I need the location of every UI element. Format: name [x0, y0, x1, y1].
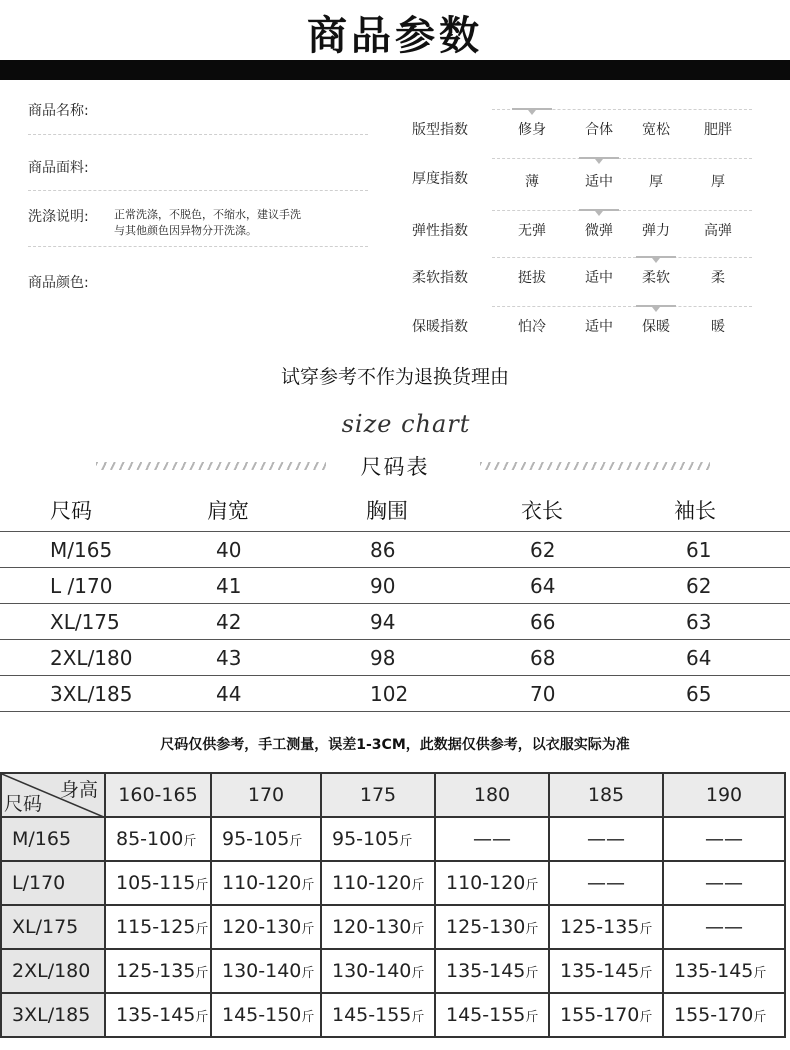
wash-text-line: 正常洗涤，不脱色，不缩水，建议手洗: [114, 208, 301, 221]
height-header: 185: [549, 773, 663, 817]
weight-unit: 斤: [411, 966, 425, 981]
weight-cell: 135-145斤: [549, 949, 663, 993]
index-option: 修身: [518, 122, 546, 138]
table-row: [1, 993, 785, 1037]
size-label: 3XL/185: [50, 682, 133, 706]
divider: [28, 246, 368, 247]
size-label: L /170: [50, 574, 113, 598]
index-option: 适中: [585, 174, 613, 190]
weight-cell: 85-100斤: [105, 817, 211, 861]
weight-unit: 斤: [639, 966, 653, 981]
weight-unit: 斤: [525, 1010, 539, 1025]
weight-unit: 斤: [753, 1010, 767, 1025]
weight-unit: 斤: [399, 834, 413, 849]
weight-cell: 95-105斤: [321, 817, 435, 861]
size-table-rule: [0, 531, 790, 532]
size-table-cell: 40: [216, 538, 242, 562]
wash-text-line: 与其他颜色因异物分开洗涤。: [114, 224, 257, 237]
size-table-cell: 90: [370, 574, 396, 598]
size-chart-heading-cn: 尺码表: [360, 455, 430, 479]
weight-unit: 斤: [301, 1010, 315, 1025]
index-scale-line: [492, 257, 752, 258]
height-header: 180: [435, 773, 549, 817]
size-table-cell: 63: [686, 610, 712, 634]
divider: [28, 190, 368, 191]
weight-cell: 155-170斤: [663, 993, 785, 1037]
weight-unit: 斤: [195, 878, 209, 893]
weight-unit: 斤: [289, 834, 303, 849]
index-option: 保暖: [642, 319, 670, 335]
size-table-header: 袖长: [674, 499, 716, 523]
weight-unit: 斤: [753, 966, 767, 981]
weight-cell: 145-155斤: [435, 993, 549, 1037]
weight-cell: 145-150斤: [211, 993, 321, 1037]
size-table-cell: 94: [370, 610, 396, 634]
weight-cell: 125-135斤: [549, 905, 663, 949]
index-scale-line: [492, 210, 752, 211]
size-table-cell: 70: [530, 682, 556, 706]
size-table-cell: 61: [686, 538, 712, 562]
product-name-label: 商品名称:: [28, 103, 89, 119]
size-table-cell: 44: [216, 682, 242, 706]
weight-cell: 105-115斤: [105, 861, 211, 905]
corner-size-label: 尺码: [4, 793, 43, 815]
size-table-header: 衣长: [521, 499, 563, 523]
index-selected-marker: [636, 305, 676, 307]
weight-cell: ——: [663, 817, 785, 861]
weight-cell: 95-105斤: [211, 817, 321, 861]
size-table-header: 胸围: [366, 499, 408, 523]
size-label: 2XL/180: [50, 646, 133, 670]
height-header: 175: [321, 773, 435, 817]
product-fabric-label: 商品面料:: [28, 160, 89, 176]
measurement-note: 尺码仅供参考，手工测量，误差1-3CM，此数据仅供参考，以衣服实际为准: [160, 737, 630, 753]
weight-unit: 斤: [301, 966, 315, 981]
index-option: 厚: [711, 174, 725, 190]
weight-unit: 斤: [195, 966, 209, 981]
weight-unit: 斤: [525, 878, 539, 893]
index-label: 柔软指数: [412, 270, 468, 286]
page-title: 商品参数: [307, 13, 483, 59]
index-selected-marker: [579, 209, 619, 211]
weight-cell: ——: [549, 817, 663, 861]
weight-unit: 斤: [301, 878, 315, 893]
size-table-rule: [0, 603, 790, 604]
index-option: 厚: [649, 174, 663, 190]
table-corner-cell: [1, 773, 105, 817]
weight-cell: 125-135斤: [105, 949, 211, 993]
index-option: 适中: [585, 319, 613, 335]
index-option: 弹力: [642, 223, 670, 239]
index-option: 微弹: [585, 223, 613, 239]
weight-cell: ——: [435, 817, 549, 861]
index-option: 肥胖: [704, 122, 732, 138]
weight-unit: 斤: [195, 922, 209, 937]
table-row: [1, 905, 785, 949]
index-option: 柔: [711, 270, 725, 286]
weight-unit: 斤: [411, 1010, 425, 1025]
size-table-cell: 102: [370, 682, 409, 706]
size-table-cell: 86: [370, 538, 396, 562]
table-row: [1, 949, 785, 993]
index-option: 合体: [585, 122, 613, 138]
weight-cell: 135-145斤: [663, 949, 785, 993]
header-divider-bar: [0, 60, 790, 80]
weight-unit: 斤: [195, 1010, 209, 1025]
index-label: 保暖指数: [412, 319, 468, 335]
weight-cell: 110-120斤: [435, 861, 549, 905]
weight-cell: 120-130斤: [211, 905, 321, 949]
index-option: 暖: [711, 319, 725, 335]
size-table-header: 肩宽: [207, 499, 249, 523]
index-label: 弹性指数: [412, 223, 468, 239]
product-color-label: 商品颜色:: [28, 275, 89, 291]
index-option: 薄: [525, 174, 539, 190]
size-table-header: 尺码: [50, 499, 92, 523]
wash-instructions-label: 洗涤说明:: [28, 209, 89, 225]
size-table-cell: 62: [686, 574, 712, 598]
size-table-cell: 41: [216, 574, 242, 598]
size-label: M/165: [1, 817, 105, 861]
weight-cell: 110-120斤: [211, 861, 321, 905]
index-selected-marker: [512, 108, 552, 110]
height-header: 170: [211, 773, 321, 817]
weight-unit: 斤: [639, 922, 653, 937]
weight-cell: 135-145斤: [105, 993, 211, 1037]
size-label: 2XL/180: [1, 949, 105, 993]
size-label: 3XL/185: [1, 993, 105, 1037]
weight-cell: ——: [549, 861, 663, 905]
size-table-cell: 98: [370, 646, 396, 670]
table-row: [1, 861, 785, 905]
weight-cell: 110-120斤: [321, 861, 435, 905]
index-option: 宽松: [642, 122, 670, 138]
size-table-rule: [0, 639, 790, 640]
size-table-cell: 66: [530, 610, 556, 634]
size-table-cell: 62: [530, 538, 556, 562]
table-row: [1, 817, 785, 861]
size-table-rule: [0, 711, 790, 712]
corner-height-label: 身高: [59, 779, 98, 801]
index-option: 挺拔: [518, 270, 546, 286]
index-label: 版型指数: [412, 122, 468, 138]
size-table-cell: 68: [530, 646, 556, 670]
size-table-cell: 42: [216, 610, 242, 634]
size-label: M/165: [50, 538, 113, 562]
size-chart-heading-en: size chart: [341, 410, 471, 438]
weight-cell: 155-170斤: [549, 993, 663, 1037]
weight-unit: 斤: [639, 1010, 653, 1025]
weight-cell: 125-130斤: [435, 905, 549, 949]
weight-cell: 135-145斤: [435, 949, 549, 993]
index-option: 怕冷: [518, 319, 546, 335]
height-header: 160-165: [105, 773, 211, 817]
weight-unit: 斤: [411, 922, 425, 937]
index-selected-marker: [579, 157, 619, 159]
decorative-stripe: [480, 462, 710, 470]
weight-cell: 120-130斤: [321, 905, 435, 949]
weight-unit: 斤: [525, 966, 539, 981]
index-option: 无弹: [518, 223, 546, 239]
index-label: 厚度指数: [412, 171, 468, 187]
weight-unit: 斤: [525, 922, 539, 937]
weight-unit: 斤: [301, 922, 315, 937]
divider: [28, 134, 368, 135]
weight-cell: 145-155斤: [321, 993, 435, 1037]
weight-unit: 斤: [183, 834, 197, 849]
size-label: L/170: [1, 861, 105, 905]
size-table-cell: 64: [530, 574, 556, 598]
disclaimer: 试穿参考不作为退换货理由: [280, 366, 509, 388]
size-table-cell: 65: [686, 682, 712, 706]
height-weight-table: [0, 772, 786, 1038]
weight-cell: 130-140斤: [321, 949, 435, 993]
index-option: 高弹: [704, 223, 732, 239]
weight-cell: ——: [663, 861, 785, 905]
size-label: XL/175: [50, 610, 120, 634]
index-selected-marker: [636, 256, 676, 258]
size-table-cell: 64: [686, 646, 712, 670]
index-option: 适中: [585, 270, 613, 286]
size-table-rule: [0, 567, 790, 568]
weight-cell: 115-125斤: [105, 905, 211, 949]
size-table-rule: [0, 675, 790, 676]
wash-instructions-text: [114, 207, 364, 239]
size-table-cell: 43: [216, 646, 242, 670]
index-scale-line: [492, 158, 752, 159]
index-option: 柔软: [642, 270, 670, 286]
weight-cell: ——: [663, 905, 785, 949]
weight-cell: 130-140斤: [211, 949, 321, 993]
index-scale-line: [492, 306, 752, 307]
height-header: 190: [663, 773, 785, 817]
weight-unit: 斤: [411, 878, 425, 893]
size-label: XL/175: [1, 905, 105, 949]
